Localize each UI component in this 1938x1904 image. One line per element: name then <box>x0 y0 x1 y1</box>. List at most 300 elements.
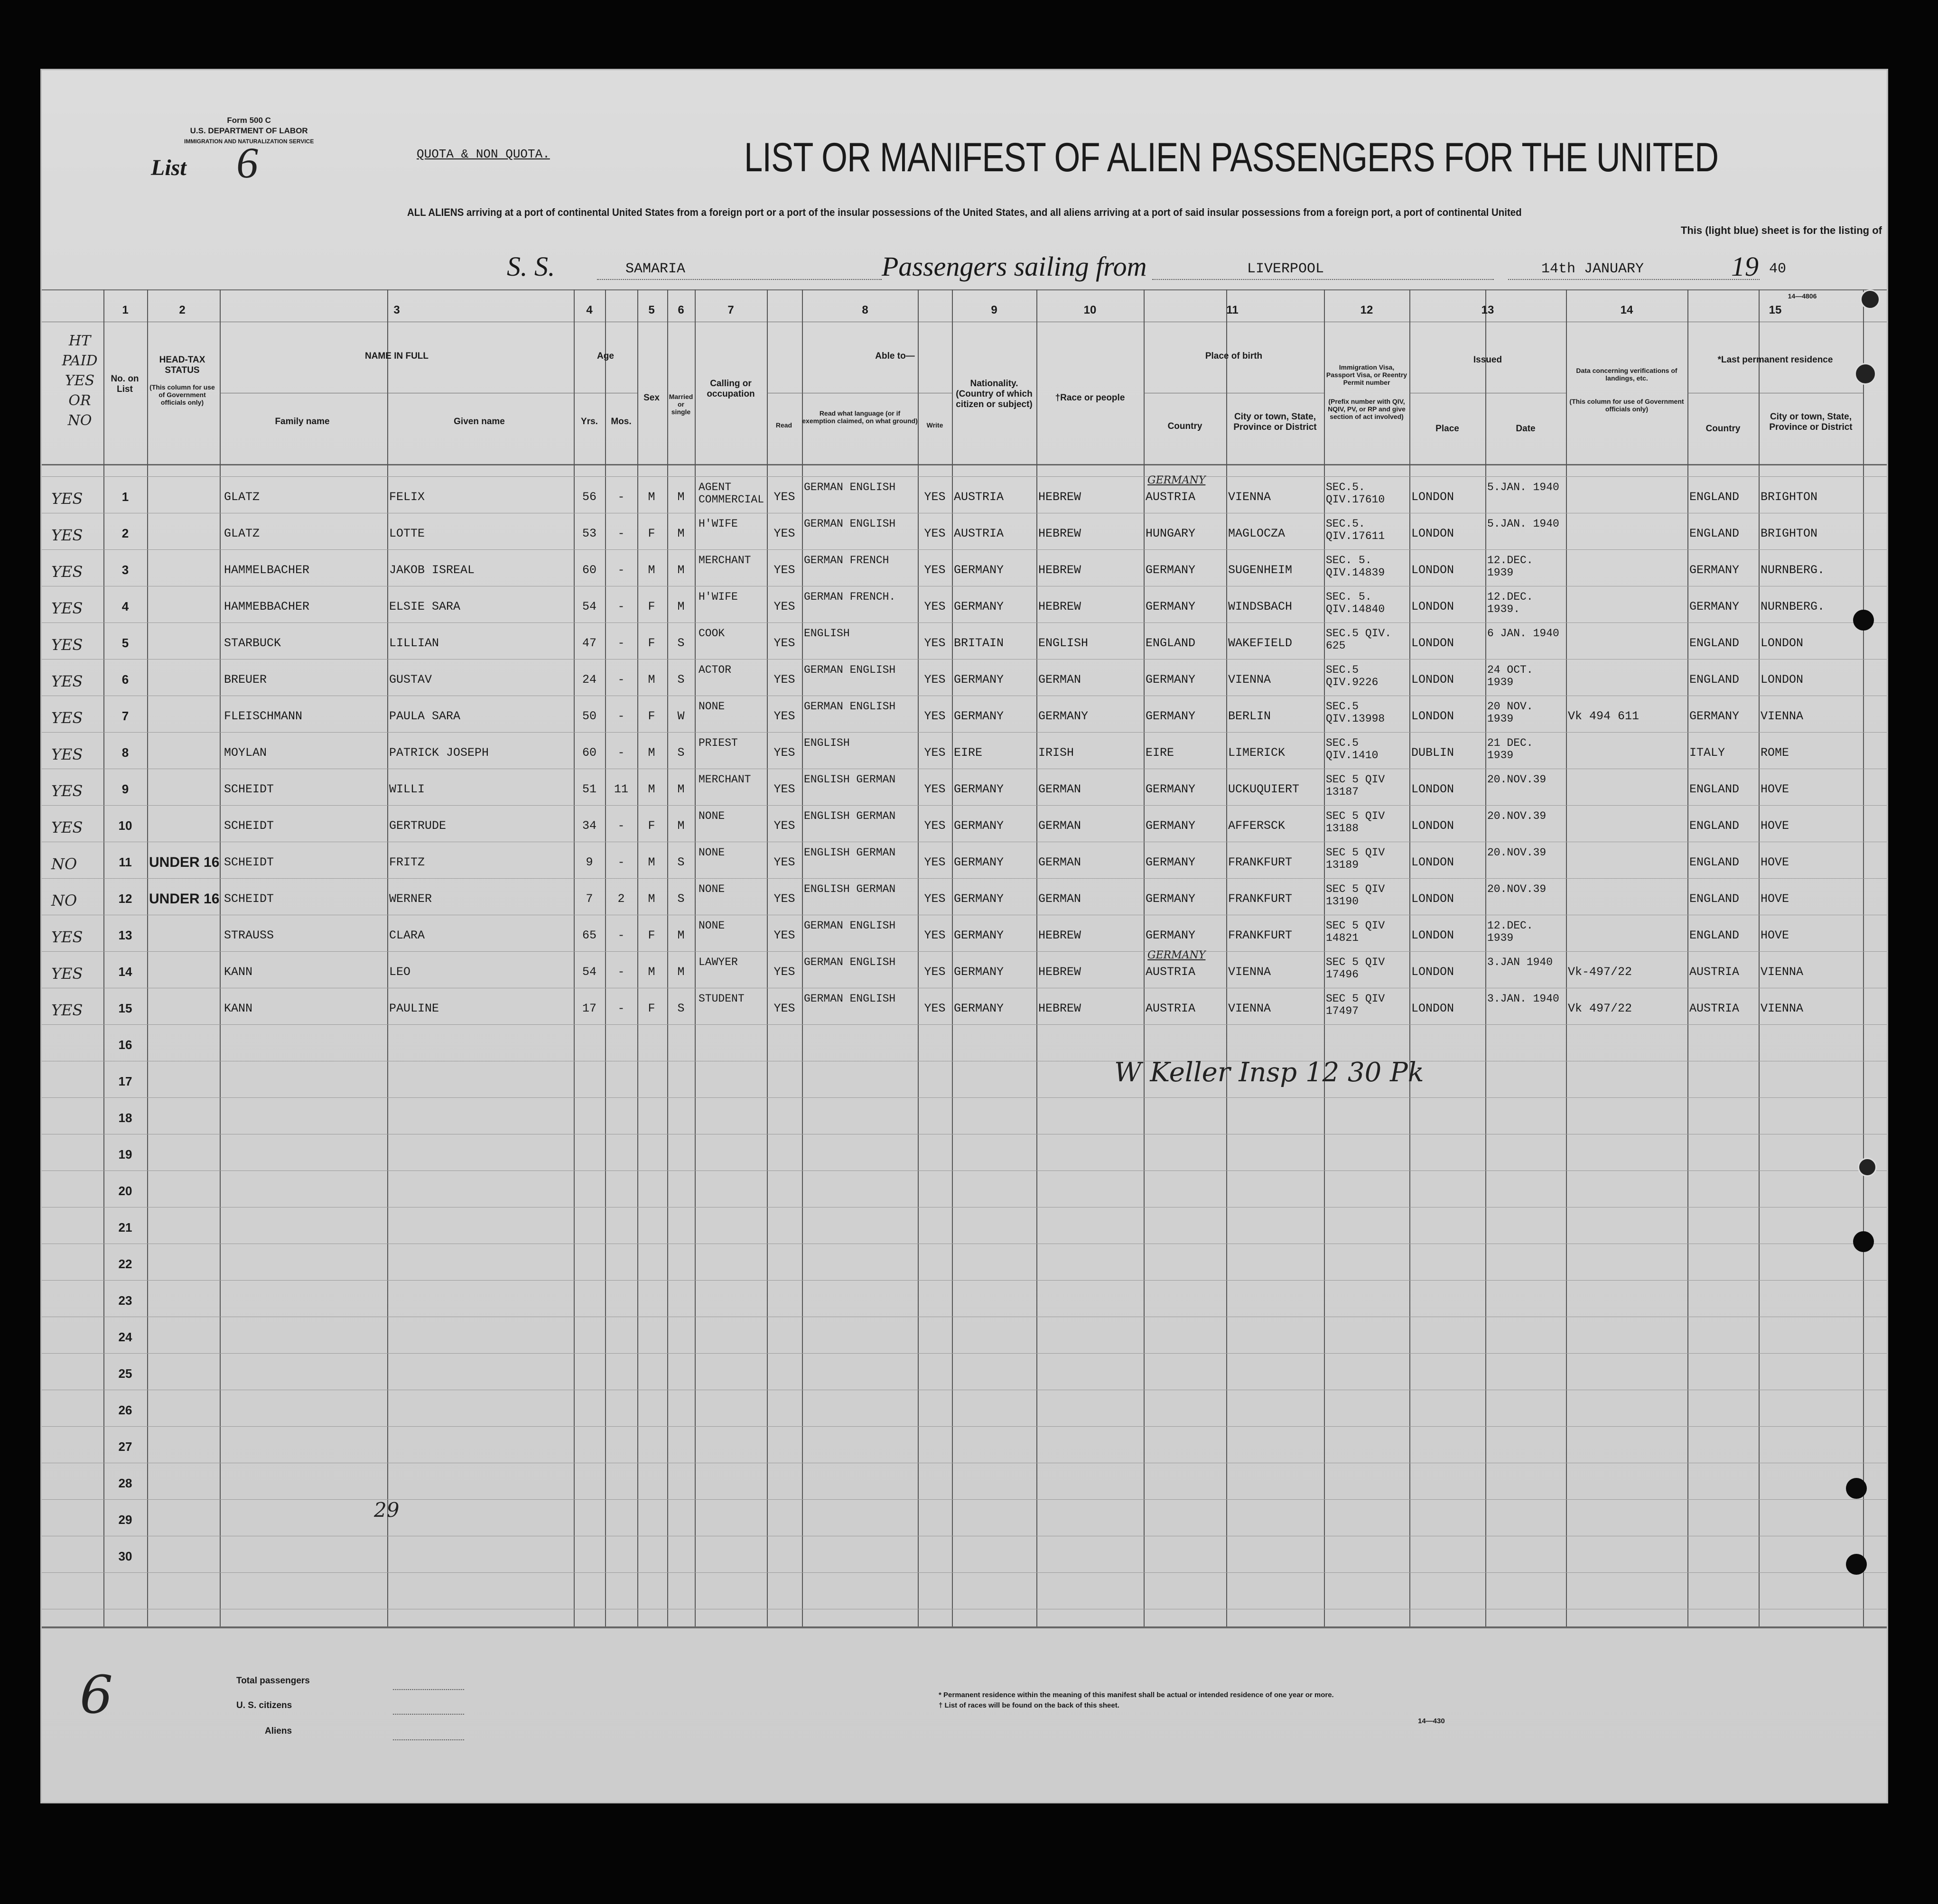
cell-read: YES <box>773 782 795 796</box>
cell-visa: SEC.5. QIV.17610 <box>1326 481 1385 506</box>
cell-res-city: LONDON <box>1761 636 1804 650</box>
cell-res-city: NURNBERG. <box>1761 563 1825 577</box>
cell-given: FRITZ <box>389 855 425 869</box>
cell-sex: M <box>648 855 655 869</box>
cell-family: GLATZ <box>224 490 260 504</box>
paid-mark: YES <box>51 563 83 581</box>
cell-status: S <box>677 892 685 906</box>
cell-issued-date: 20.NOV.39 <box>1487 773 1547 786</box>
cell-res-country: GERMANY <box>1689 600 1740 613</box>
footer-note-races: † List of races will be found on the back of this sheet. <box>939 1701 1119 1709</box>
cell-write: YES <box>924 892 946 906</box>
cell-issued-place: LONDON <box>1411 673 1454 687</box>
cell-res-city: HOVE <box>1761 782 1789 796</box>
cell-race: ENGLISH <box>1038 636 1089 650</box>
row-number: 1 <box>121 490 129 504</box>
paid-mark: YES <box>51 928 83 946</box>
instructions-line-1: ALL ALIENS arriving at a port of continental United States from a foreign port or a port of the insular possessions of the United States, and all aliens arriving at a port of said insular possessions from a foreign port, a port of continental United <box>407 206 1522 218</box>
row-number: 7 <box>121 709 129 723</box>
cell-birth-city: VIENNA <box>1228 965 1271 979</box>
column-number: 15 <box>1769 304 1782 316</box>
cell-yrs: 9 <box>586 855 593 869</box>
cell-res-country: ENGLAND <box>1689 855 1740 869</box>
left-margin-number: 6 <box>80 1664 113 1725</box>
row-number: 22 <box>118 1257 132 1271</box>
cell-mos: - <box>617 600 625 613</box>
cell-visa: SEC.5 QIV. 625 <box>1326 627 1392 652</box>
binder-hole <box>1853 610 1874 631</box>
cell-res-country: ENGLAND <box>1689 636 1740 650</box>
cell-yrs: 60 <box>582 563 596 577</box>
cell-family: KANN <box>224 1002 253 1015</box>
cell-issued-place: LONDON <box>1411 965 1454 979</box>
cell-res-country: GERMANY <box>1689 563 1740 577</box>
header-visa-note: (Prefix number with QIV, NQIV, PV, or RP and give section of act involved) <box>1328 398 1406 420</box>
cell-status: M <box>677 782 685 796</box>
cell-sex: M <box>648 782 655 796</box>
header-verification: Data concerning verifications of landings, etc. <box>1576 367 1677 382</box>
cell-race: HEBREW <box>1038 600 1081 613</box>
cell-nationality: GERMANY <box>954 929 1004 942</box>
cell-res-country: GERMANY <box>1689 709 1740 723</box>
cell-nationality: AUSTRIA <box>954 490 1004 504</box>
row-number: 20 <box>118 1184 132 1198</box>
paid-mark: NO <box>51 892 77 910</box>
manifest-sheet <box>42 70 1887 1802</box>
ship-underline <box>597 279 882 280</box>
cell-status: S <box>677 636 685 650</box>
cell-write: YES <box>924 527 946 540</box>
cell-yrs: 54 <box>582 965 596 979</box>
cell-yrs: 47 <box>582 636 596 650</box>
paid-mark: YES <box>51 965 83 983</box>
cell-status: S <box>677 673 685 687</box>
cell-verification: Vk-497/22 <box>1568 965 1632 979</box>
binder-hole <box>1858 1158 1877 1177</box>
cell-languages: GERMAN ENGLISH <box>804 956 896 968</box>
cell-sex: F <box>648 819 655 833</box>
cell-languages: GERMAN ENGLISH <box>804 919 896 932</box>
row-number: 9 <box>121 782 129 796</box>
cell-nationality: GERMANY <box>954 782 1004 796</box>
cell-issued-date: 20.NOV.39 <box>1487 846 1547 859</box>
cell-mos: 11 <box>614 782 628 796</box>
cell-res-city: ROME <box>1761 746 1789 760</box>
cell-languages: GERMAN ENGLISH <box>804 481 896 493</box>
cell-issued-date: 6 JAN. 1940 <box>1487 627 1559 640</box>
cell-visa: SEC 5 QIV 13188 <box>1326 810 1385 835</box>
cell-birth-country: GERMANY <box>1146 563 1196 577</box>
cell-birth-country: ENGLAND <box>1146 636 1196 650</box>
cell-given: LOTTE <box>389 527 425 540</box>
cell-res-city: BRIGHTON <box>1761 527 1818 540</box>
row-number: 19 <box>118 1147 132 1161</box>
row-number: 11 <box>119 855 132 869</box>
paid-mark: YES <box>51 745 83 763</box>
cell-issued-place: LONDON <box>1411 709 1454 723</box>
row-number: 15 <box>118 1001 132 1015</box>
cell-race: GERMAN <box>1038 892 1081 906</box>
paid-mark: YES <box>51 782 83 800</box>
cell-race: GERMAN <box>1038 673 1081 687</box>
header-birth-city: City or town, State, Province or District <box>1233 412 1317 432</box>
cell-birth-city: VIENNA <box>1228 673 1271 687</box>
cell-read: YES <box>773 709 795 723</box>
cell-res-city: VIENNA <box>1761 965 1804 979</box>
cell-languages: ENGLISH GERMAN <box>804 810 896 822</box>
cell-write: YES <box>924 600 946 613</box>
header-place-of-birth: Place of birth <box>1205 351 1263 361</box>
cell-given: LEO <box>389 965 411 979</box>
cell-given: LILLIAN <box>389 636 439 650</box>
cell-race: GERMAN <box>1038 782 1081 796</box>
cell-occupation: LAWYER <box>699 956 738 968</box>
bottom-stamp: 29 <box>374 1498 400 1522</box>
cell-birth-country: GERMANY <box>1146 892 1196 906</box>
cell-issued-place: LONDON <box>1411 527 1454 540</box>
instructions-line-2: This (light blue) sheet is for the listing of <box>1680 224 1882 236</box>
cell-visa: SEC 5 QIV 13190 <box>1326 883 1385 908</box>
cell-res-city: HOVE <box>1761 892 1789 906</box>
cell-mos: - <box>617 855 625 869</box>
cell-race: HEBREW <box>1038 965 1081 979</box>
cell-sex: F <box>648 527 655 540</box>
cell-mos: - <box>617 929 625 942</box>
cell-family: HAMMELBACHER <box>224 563 310 577</box>
cell-read: YES <box>773 636 795 650</box>
cell-occupation: H'WIFE <box>699 591 738 603</box>
cell-given: WILLI <box>389 782 425 796</box>
cell-mos: - <box>617 1002 625 1015</box>
cell-family: HAMMEBBACHER <box>224 600 310 613</box>
cell-occupation: PRIEST <box>699 737 738 749</box>
cell-read: YES <box>773 490 795 504</box>
cell-issued-place: LONDON <box>1411 490 1454 504</box>
cell-birth-country: EIRE <box>1146 746 1174 760</box>
birth-country-correction: GERMANY <box>1147 949 1206 961</box>
cell-birth-country: AUSTRIA <box>1146 490 1196 504</box>
cell-write: YES <box>924 636 946 650</box>
header-calling: Calling or occupation <box>707 379 755 399</box>
cell-issued-place: LONDON <box>1411 782 1454 796</box>
cell-birth-city: WINDSBACH <box>1228 600 1293 613</box>
cell-status: S <box>677 855 685 869</box>
cell-family: KANN <box>224 965 253 979</box>
cell-race: HEBREW <box>1038 490 1081 504</box>
cell-birth-city: UCKUQUIERT <box>1228 782 1300 796</box>
cell-sex: M <box>648 965 655 979</box>
list-label: List <box>151 155 186 180</box>
cell-res-country: ENGLAND <box>1689 819 1740 833</box>
header-issued-place: Place <box>1435 424 1459 434</box>
row-number: 27 <box>118 1440 132 1454</box>
cell-write: YES <box>924 855 946 869</box>
cell-occupation: NONE <box>699 846 725 859</box>
cell-mos: - <box>617 819 625 833</box>
cell-languages: ENGLISH <box>804 737 850 749</box>
column-number: 14 <box>1620 304 1633 316</box>
cell-birth-city: FRANKFURT <box>1228 855 1293 869</box>
cell-given: PAULA SARA <box>389 709 461 723</box>
cell-read: YES <box>773 929 795 942</box>
binder-hole <box>1846 1478 1867 1499</box>
cell-res-city: LONDON <box>1761 673 1804 687</box>
cell-visa: SEC. 5. QIV.14839 <box>1326 554 1385 579</box>
cell-race: GERMAN <box>1038 855 1081 869</box>
cell-read: YES <box>773 892 795 906</box>
cell-issued-date: 20.NOV.39 <box>1487 810 1547 822</box>
cell-sex: F <box>648 929 655 942</box>
cell-nationality: GERMANY <box>954 965 1004 979</box>
cell-issued-place: LONDON <box>1411 819 1454 833</box>
cell-given: GERTRUDE <box>389 819 447 833</box>
cell-res-country: AUSTRIA <box>1689 1002 1740 1015</box>
cell-issued-date: 24 OCT. 1939 <box>1487 664 1533 688</box>
cell-res-country: ENGLAND <box>1689 892 1740 906</box>
cell-res-city: BRIGHTON <box>1761 490 1818 504</box>
cell-read: YES <box>773 819 795 833</box>
row-number: 10 <box>118 818 132 833</box>
cell-languages: GERMAN ENGLISH <box>804 700 896 713</box>
cell-languages: ENGLISH GERMAN <box>804 883 896 895</box>
cell-family: GLATZ <box>224 527 260 540</box>
cell-birth-city: LIMERICK <box>1228 746 1286 760</box>
cell-mos: - <box>617 746 625 760</box>
page-title: LIST OR MANIFEST OF ALIEN PASSENGERS FOR THE UNITED <box>744 135 1719 180</box>
row-number: 25 <box>118 1366 132 1381</box>
cell-visa: SEC 5 QIV 14821 <box>1326 919 1385 944</box>
header-birth-country: Country <box>1167 421 1202 431</box>
paid-mark: YES <box>51 709 83 727</box>
binder-hole <box>1853 1231 1874 1252</box>
cell-res-city: NURNBERG. <box>1761 600 1825 613</box>
cell-res-country: ENGLAND <box>1689 929 1740 942</box>
cell-languages: ENGLISH GERMAN <box>804 773 896 786</box>
cell-res-country: ITALY <box>1689 746 1725 760</box>
cell-given: CLARA <box>389 929 425 942</box>
row-number: 18 <box>118 1111 132 1125</box>
paid-mark: NO <box>51 855 77 873</box>
cell-write: YES <box>924 709 946 723</box>
cell-languages: GERMAN FRENCH <box>804 554 889 567</box>
row-number: 8 <box>121 745 129 760</box>
cell-read: YES <box>773 855 795 869</box>
cell-occupation: MERCHANT <box>699 554 751 567</box>
inspector-signature: W Keller Insp 12 30 Pk <box>1114 1057 1424 1088</box>
cell-write: YES <box>924 563 946 577</box>
row-number: 14 <box>118 965 132 979</box>
cell-issued-date: 5.JAN. 1940 <box>1487 518 1559 530</box>
header-res-city: City or town, State, Province or District <box>1769 412 1853 432</box>
paid-mark: YES <box>51 672 83 690</box>
cell-nationality: BRITAIN <box>954 636 1004 650</box>
quota-label: QUOTA & NON QUOTA. <box>417 147 550 161</box>
header-head-tax-note: (This column for use of Government officials only) <box>149 383 215 406</box>
row-number: 4 <box>121 599 129 613</box>
cell-res-city: VIENNA <box>1761 709 1804 723</box>
sailing-date: 14th JANUARY <box>1541 261 1644 277</box>
cell-issued-place: LONDON <box>1411 855 1454 869</box>
service: IMMIGRATION AND NATURALIZATION SERVICE <box>184 138 314 145</box>
cell-race: IRISH <box>1038 746 1074 760</box>
header-family-name: Family name <box>275 417 330 427</box>
cell-read: YES <box>773 746 795 760</box>
cell-birth-city: AFFERSCK <box>1228 819 1286 833</box>
cell-family: STRAUSS <box>224 929 274 942</box>
cell-res-city: HOVE <box>1761 929 1789 942</box>
cell-yrs: 7 <box>586 892 593 906</box>
cell-nationality: GERMANY <box>954 819 1004 833</box>
row-number: 26 <box>118 1403 132 1417</box>
cell-res-country: ENGLAND <box>1689 490 1740 504</box>
cell-status: M <box>677 819 685 833</box>
cell-issued-place: LONDON <box>1411 563 1454 577</box>
cell-status: W <box>677 709 685 723</box>
cell-visa: SEC.5. QIV.17611 <box>1326 518 1385 542</box>
cell-given: PATRICK JOSEPH <box>389 746 489 760</box>
header-read-language: Read what language (or if exemption claimed, on what ground) <box>802 409 918 425</box>
cell-family: MOYLAN <box>224 746 267 760</box>
cell-given: ELSIE SARA <box>389 600 461 613</box>
cell-birth-city: VIENNA <box>1228 490 1271 504</box>
column-number: 6 <box>678 304 684 316</box>
cell-issued-date: 12.DEC. 1939 <box>1487 919 1533 944</box>
cell-issued-place: LONDON <box>1411 636 1454 650</box>
header-issued-date: Date <box>1516 424 1536 434</box>
cell-birth-city: FRANKFURT <box>1228 929 1293 942</box>
cell-occupation: NONE <box>699 700 725 713</box>
cell-issued-date: 12.DEC. 1939. <box>1487 591 1533 615</box>
ss-label: S. S. <box>507 251 555 282</box>
cell-read: YES <box>773 527 795 540</box>
cell-mos: - <box>617 636 625 650</box>
cell-issued-place: LONDON <box>1411 929 1454 942</box>
header-sex: Sex <box>643 393 660 403</box>
corner-code: 14—4806 <box>1788 292 1817 300</box>
column-number: 9 <box>991 304 997 316</box>
cell-languages: GERMAN ENGLISH <box>804 993 896 1005</box>
cell-issued-date: 20.NOV.39 <box>1487 883 1547 895</box>
cell-yrs: 50 <box>582 709 596 723</box>
footer-total-passengers: Total passengers <box>236 1676 310 1686</box>
cell-yrs: 65 <box>582 929 596 942</box>
cell-verification: Vk 494 611 <box>1568 709 1640 723</box>
cell-occupation: STUDENT <box>699 993 745 1005</box>
cell-issued-place: LONDON <box>1411 1002 1454 1015</box>
cell-occupation: COOK <box>699 627 725 640</box>
header-married: Married or single <box>669 393 693 416</box>
column-number: 1 <box>122 304 129 316</box>
cell-mos: - <box>617 563 625 577</box>
cell-sex: F <box>648 600 655 613</box>
cell-write: YES <box>924 819 946 833</box>
cell-status: S <box>677 746 685 760</box>
cell-visa: SEC.5 QIV.9226 <box>1326 664 1379 688</box>
cell-write: YES <box>924 929 946 942</box>
cell-write: YES <box>924 1002 946 1015</box>
footer-aliens: Aliens <box>265 1726 292 1736</box>
cell-read: YES <box>773 673 795 687</box>
column-number: 10 <box>1083 304 1097 316</box>
cell-birth-city: FRANKFURT <box>1228 892 1293 906</box>
cell-status: M <box>677 563 685 577</box>
cell-issued-place: DUBLIN <box>1411 746 1454 760</box>
cell-yrs: 60 <box>582 746 596 760</box>
cell-occupation: NONE <box>699 883 725 895</box>
binder-hole <box>1846 1554 1867 1575</box>
cell-birth-country: AUSTRIA <box>1146 1002 1196 1015</box>
cell-status: M <box>677 490 685 504</box>
cell-languages: GERMAN ENGLISH <box>804 518 896 530</box>
cell-sex: M <box>648 746 655 760</box>
header-visa: Immigration Visa, Passport Visa, or Reentry Permit number <box>1326 363 1407 386</box>
cell-mos: - <box>617 965 625 979</box>
cell-given: PAULINE <box>389 1002 439 1015</box>
cell-race: HEBREW <box>1038 1002 1081 1015</box>
cell-given: JAKOB ISREAL <box>389 563 475 577</box>
cell-birth-country: AUSTRIA <box>1146 965 1196 979</box>
header-given-name: Given name <box>454 417 505 427</box>
cell-status: M <box>677 929 685 942</box>
paid-mark: YES <box>51 490 83 508</box>
binder-hole <box>1854 363 1876 385</box>
cell-visa: SEC 5 QIV 13189 <box>1326 846 1385 871</box>
cell-write: YES <box>924 746 946 760</box>
header-write: Write <box>926 421 943 429</box>
cell-read: YES <box>773 1002 795 1015</box>
cell-res-country: AUSTRIA <box>1689 965 1740 979</box>
cell-nationality: EIRE <box>954 746 983 760</box>
cell-read: YES <box>773 563 795 577</box>
cell-mos: - <box>617 709 625 723</box>
cell-yrs: 24 <box>582 673 596 687</box>
cell-res-city: HOVE <box>1761 855 1789 869</box>
header-yrs: Yrs. <box>581 417 598 427</box>
cell-issued-place: LONDON <box>1411 600 1454 613</box>
cell-birth-city: MAGLOCZA <box>1228 527 1286 540</box>
row-number: 21 <box>118 1220 132 1235</box>
year-suffix: 40 <box>1769 261 1787 277</box>
cell-occupation: NONE <box>699 810 725 822</box>
cell-languages: ENGLISH GERMAN <box>804 846 896 859</box>
cell-read: YES <box>773 600 795 613</box>
cell-visa: SEC 5 QIV 17497 <box>1326 993 1385 1017</box>
column-number: 11 <box>1226 304 1239 316</box>
row-number: 5 <box>121 636 129 650</box>
cell-birth-country: GERMANY <box>1146 782 1196 796</box>
cell-visa: SEC 5 QIV 17496 <box>1326 956 1385 981</box>
footer-code: 14—430 <box>1418 1717 1445 1725</box>
cell-sex: F <box>648 636 655 650</box>
cell-yrs: 17 <box>582 1002 596 1015</box>
sailing-label: Passengers sailing from <box>882 251 1147 282</box>
year-prefix: 19 <box>1731 251 1759 282</box>
date-underline <box>1508 279 1760 280</box>
cell-birth-country: GERMANY <box>1146 673 1196 687</box>
footer-us-citizens: U. S. citizens <box>236 1700 292 1710</box>
cell-issued-date: 5.JAN. 1940 <box>1487 481 1559 493</box>
row-number: 30 <box>118 1549 132 1563</box>
margin-note: HT PAID YES OR NO <box>62 333 98 429</box>
cell-res-country: ENGLAND <box>1689 527 1740 540</box>
cell-nationality: GERMANY <box>954 1002 1004 1015</box>
row-number: 17 <box>118 1074 132 1088</box>
paid-mark: YES <box>51 818 83 836</box>
cell-family: SCHEIDT <box>224 892 274 906</box>
cell-sex: M <box>648 490 655 504</box>
header-no-on-list: No. on List <box>111 374 139 394</box>
cell-race: HEBREW <box>1038 929 1081 942</box>
